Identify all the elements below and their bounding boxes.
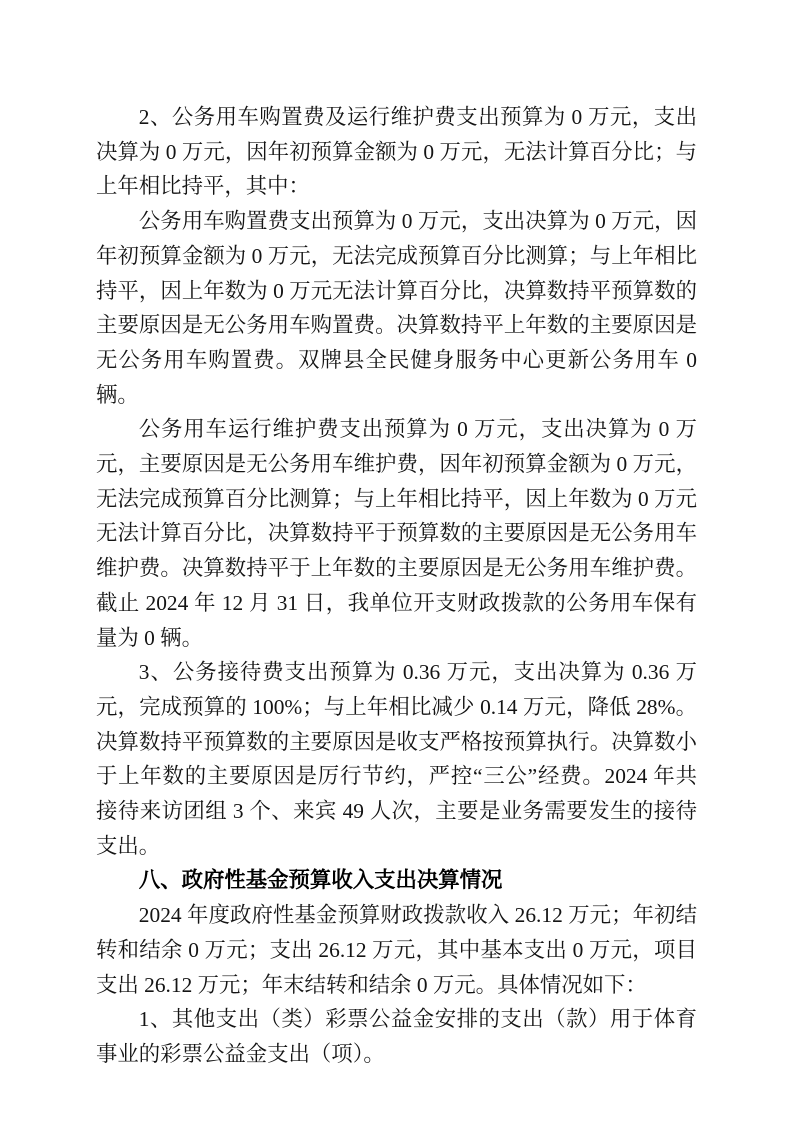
document-body (96, 100, 697, 1072)
paragraph-lottery-public-welfare: 1、其他支出（类）彩票公益金安排的支出（款）用于体育事业的彩票公益金支出（项）。 (96, 1007, 697, 1066)
paragraph-vehicle-purchase: 公务用车购置费支出预算为 0 万元，支出决算为 0 万元，因年初预算金额为 0 万元，无法完成预算百分比测算；与上年相比持平，因上年数为 0 万元无法计算百分比，决算数持平预算数的主要原因是无公务用车购置费。决算数持平上年数的主要原因是无公务用车购置费。双牌县全民健身服务中心更新公务用车 0 辆。 (96, 209, 697, 407)
paragraph-official-reception: 3、公务接待费支出预算为 0.36 万元，支出决算为 0.36 万元，完成预算的 100%；与上年相比减少 0.14 万元，降低 28%。决算数持平预算数的主要原因是收支严格按预算执行。决算数小于上年数的主要原因是厉行节约，严控“三公”经费。2024 年共接待来访团组 3 个、来宾 49 人次，主要是业务需要发生的接待支出。 (96, 660, 697, 858)
paragraph-vehicle-total: 2、公务用车购置费及运行维护费支出预算为 0 万元，支出决算为 0 万元，因年初预算金额为 0 万元，无法计算百分比；与上年相比持平，其中： (96, 105, 697, 199)
section-heading-government-fund-budget: 八、政府性基金预算收入支出决算情况 (138, 868, 503, 893)
paragraph-government-fund-summary: 2024 年度政府性基金预算财政拨款收入 26.12 万元；年初结转和结余 0 万元；支出 26.12 万元，其中基本支出 0 万元，项目支出 26.12 万元；年末结转和结余 0 万元。具体情况如下： (96, 903, 697, 997)
paragraph-vehicle-maintenance: 公务用车运行维护费支出预算为 0 万元，支出决算为 0 万元，主要原因是无公务用车维护费，因年初预算金额为 0 万元，无法完成预算百分比测算；与上年相比持平，因上年数为 0 万元无法计算百分比，决算数持平于预算数的主要原因是无公务用车维护费。决算数持平于上年数的主要原因是无公务用车维护费。截止 2024 年 12 月 31 日，我单位开支财政拨款的公务用车保有量为 0 辆。 (96, 417, 697, 650)
